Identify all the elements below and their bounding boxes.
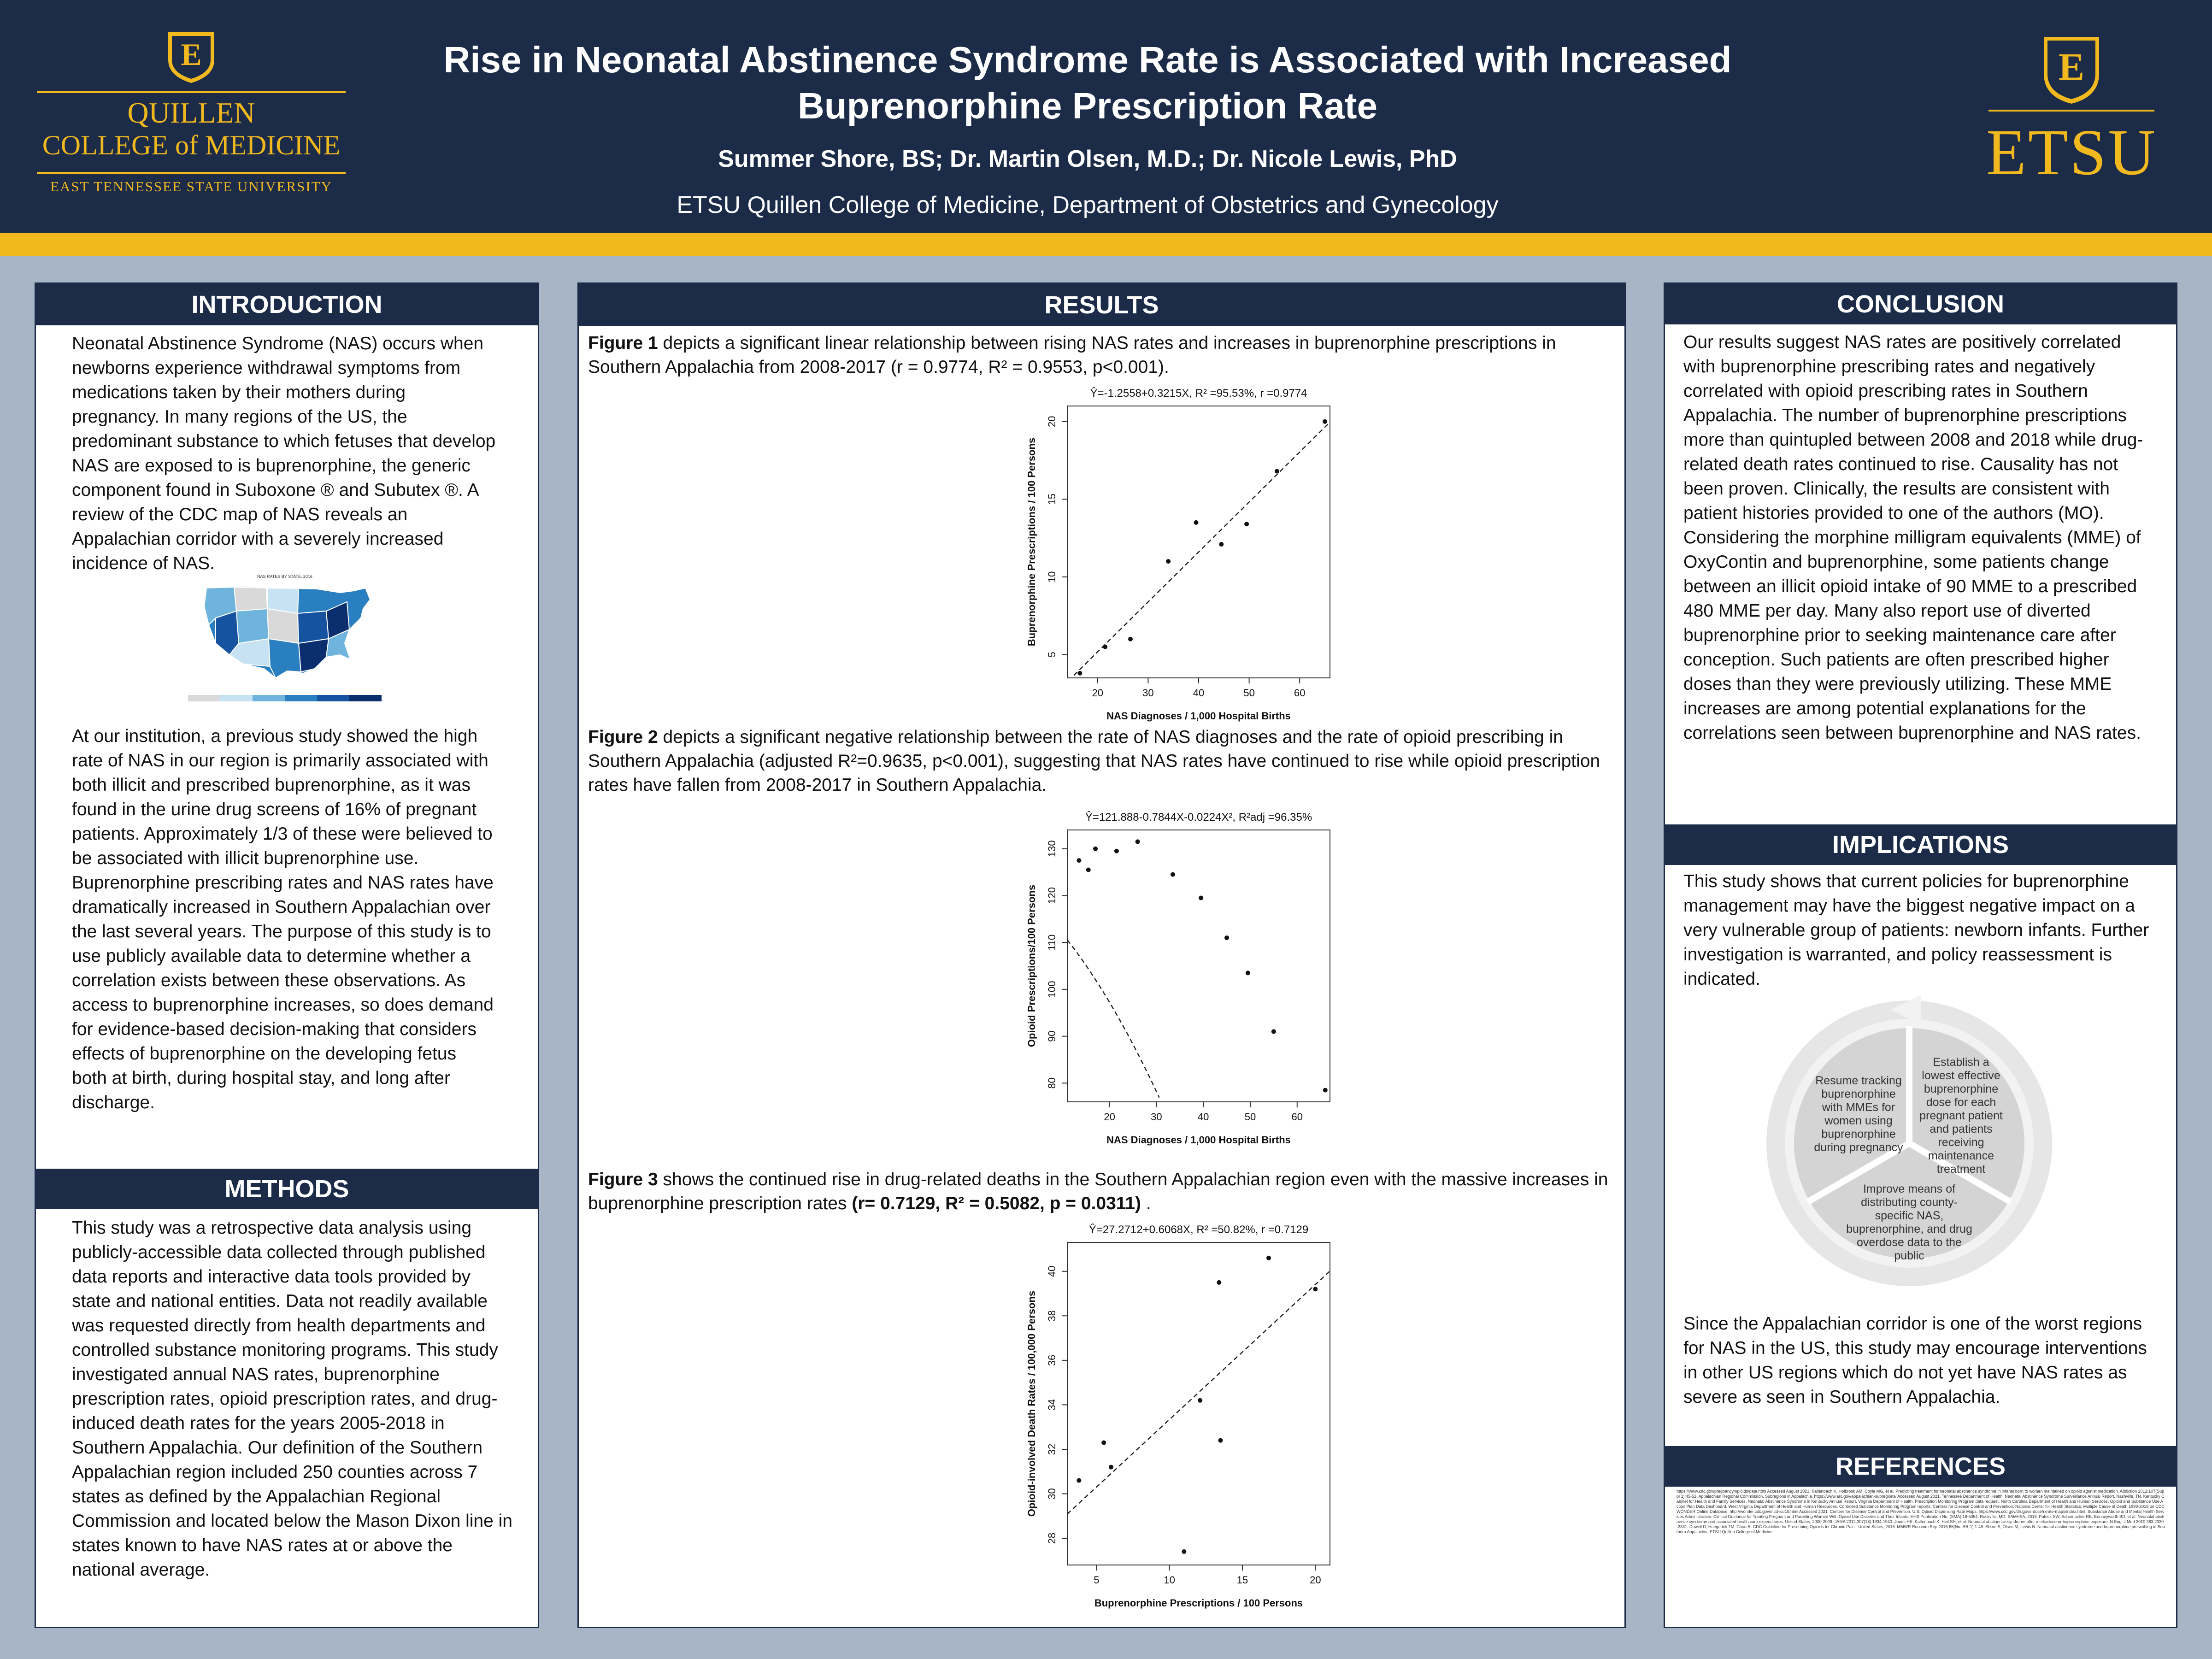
y-tick-label: 100	[1046, 981, 1058, 998]
figure3-text: shows the continued rise in drug-related deaths in the Southern Appalachian region even with the massive increases in buprenorphine prescription rates	[588, 1170, 1608, 1213]
quillen-line3: EAST TENNESSEE STATE UNIVERSITY	[50, 178, 333, 194]
y-tick-label: 130	[1046, 840, 1058, 858]
figure2-text: depicts a significant negative relationship between the rate of NAS diagnoses and the rate of opioid prescribing in Southern Appalachia (adjusted R²=0.9635, p<0.001), suggesting that NAS rates have continued to rise while opioid prescription rates have fallen from 2008-2017 in Southern Appalachia.	[588, 727, 1600, 795]
etsu-wordmark: ETSU	[1986, 116, 2157, 188]
data-point	[1323, 419, 1327, 424]
chart-title: Ŷ=27.2712+0.6068X, R² =50.82%, r =0.7129	[1088, 1224, 1309, 1236]
y-tick-label: 32	[1046, 1443, 1058, 1455]
data-point	[1077, 1478, 1081, 1483]
figure3-end: .	[1141, 1194, 1151, 1213]
y-tick-label: 110	[1046, 934, 1058, 951]
data-point	[1198, 1398, 1202, 1403]
us-map-icon	[188, 574, 382, 703]
introduction-para2: At our institution, a previous study showed the high rate of NAS in our region is primarily associated with both illicit and prescribed buprenorphine, as it was found in the urine drug screens of 16% of pregnant patients. Approximately 1/3 of these were believed to be associated with illicit buprenorphine use. Buprenorphine prescribing rates and NAS rates have dramatically increased in Southern Appalachian over the last several years. The purpose of this study is to use publicly available data to determine whether a correlation exists between these observations. As access to buprenorphine increases, so does demand for evidence-based decision-making that considers effects of buprenorphine on the developing fetus both at birth, during hospital stay, and long after discharge.	[72, 726, 494, 1112]
data-point	[1323, 1088, 1328, 1093]
figure3-stats: (r= 0.7129, R² = 0.5082, p = 0.0311)	[852, 1194, 1141, 1213]
data-point	[1217, 1280, 1221, 1285]
results-heading: RESULTS	[579, 284, 1624, 326]
plot-frame	[1067, 830, 1330, 1102]
data-point	[1246, 971, 1250, 975]
data-point	[1077, 671, 1082, 676]
authors: Summer Shore, BS; Dr. Martin Olsen, M.D.; Dr. Nicole Lewis, PhD	[718, 146, 1457, 172]
data-point	[1182, 1549, 1186, 1554]
fit-line	[1067, 1271, 1330, 1514]
cdc-nas-map	[188, 574, 382, 703]
etsu-logo	[1986, 37, 2157, 189]
chart-title: Ŷ=121.888-0.7844X-0.0224X², R²adj =96.35%	[1085, 811, 1312, 824]
implications-text2: Since the Appalachian corridor is one of the worst regions for NAS in the US, this study may encourage interventions in other US regions which do not yet have NAS rates as severe as seen in Southern Appalachia.	[1683, 1314, 2147, 1407]
x-tick-label: 30	[1151, 1111, 1162, 1123]
y-tick-label: 38	[1046, 1310, 1058, 1322]
title-line2: Buprenorphine Prescription Rate	[798, 85, 1377, 126]
chart-title: Ŷ=-1.2558+0.3215X, R² =95.53%, r =0.9774	[1090, 387, 1307, 400]
implications-cycle-diagram	[1762, 991, 2057, 1286]
references-text: https://www.cdc.gov/pregnancy/opioids/data.html Accessed August 2021. Kaltenbach K, Holbrook AM, Coyle MG, et al. Predicting treatment for neonatal abstinence syndrome in infants born to women maintained on opioid agonist medication. Addiction 2012;107(Suppl 1):45-52. Appalachian Regional Commission. Subregions in Appalachia. https://www.arc.gov/appalachian-subregions/ Accessed August 2021. Tennessee Department of Health. Neonatal Abstinence Syndrome Surveillance Annual Report. Nashville, TN. Kentucky Cabinet for Health and Family Services. Neonatal Abstinence Syndrome in Kentucky Annual Report. Virginia Department of Health. Prescription Monitoring Program data request. North Carolina Department of Health and Human Services. Opioid and Substance Use Action Plan Data Dashboard. West Virginia Department of Health and Human Resources. Controlled Substance Monitoring Program reports. Centers for Disease Control and Prevention, National Center for Health Statistics. Multiple Cause of Death 1999-2018 on CDC WONDER Online Database. http://wonder.cdc.gov/mcd-icd10.html Accessed 2021. Centers for Disease Control and Prevention. U.S. Opioid Dispensing Rate Maps. https://www.cdc.gov/drugoverdose/rxrate-maps/index.html. Substance Abuse and Mental Health Services Administration. Clinical Guidance for Treating Pregnant and Parenting Women With Opioid Use Disorder and Their Infants. HHS Publication No. (SMA) 18-5054. Rockville, MD: SAMHSA, 2018. Patrick SW, Schumacher RE, Benneyworth BD, et al. Neonatal abstinence syndrome and associated health care expenditures: United States, 2000-2009. JAMA 2012;307(18):1934-1940. Jones HE, Kaltenbach K, Heil SH, et al. Neonatal abstinence syndrome after methadone or buprenorphine exposure. N Engl J Med 2010;363:2320-2331. Dowell D, Haegerich TM, Chou R. CDC Guideline for Prescribing Opioids for Chronic Pain - United States, 2016. MMWR Recomm Rep 2016;65(No. RR-1):1-49. Shore S, Olsen M, Lewis N. Neonatal abstinence syndrome and buprenorphine prescribing in Southern Appalachia. ETSU Quillen College of Medicine.	[1677, 1489, 2165, 1534]
data-point	[1109, 1465, 1113, 1470]
x-tick-label: 40	[1197, 1111, 1209, 1123]
y-tick-label: 90	[1046, 1030, 1058, 1042]
data-point	[1128, 637, 1133, 641]
figure1-label: Figure 1	[588, 333, 658, 353]
title-line1: Rise in Neonatal Abstinence Syndrome Rate is Associated with Increased	[443, 39, 1732, 80]
plot-frame	[1067, 1242, 1330, 1565]
cycle-step-improve: Improve means of distributing county-specific NAS, buprenorphine, and drug overdose data to the public	[1846, 1182, 1972, 1262]
plot-frame	[1067, 406, 1330, 678]
results-panel	[577, 282, 1626, 1628]
poster-title	[350, 37, 1825, 129]
data-point	[1101, 1440, 1106, 1445]
data-point	[1077, 858, 1081, 863]
data-point	[1219, 542, 1224, 547]
y-tick-label: 40	[1046, 1265, 1058, 1277]
y-tick-label: 20	[1046, 416, 1058, 427]
conclusion-heading: CONCLUSION	[1665, 284, 2176, 324]
data-point	[1086, 867, 1091, 872]
cycle-step-establish: Establish a lowest effective buprenorphine dose for each pregnant patient and patients receiving maintenance treatment	[1919, 1056, 2003, 1176]
data-point	[1266, 1256, 1271, 1260]
y-tick-label: 36	[1046, 1354, 1058, 1366]
x-axis-label: NAS Diagnoses / 1,000 Hospital Births	[1106, 1134, 1291, 1146]
methods-text: This study was a retrospective data analysis using publicly-accessible data collected through published data reports and interactive data tools provided by state and national entities. Data not readily available was requested directly from health departments and controlled substance monitoring programs. This study investigated annual NAS rates, buprenorphine prescription rates, opioid prescription rates, and drug-induced death rates for the years 2005-2018 in Southern Appalachia. Our definition of the Southern Appalachian region included 250 counties across 7 states as defined by the Appalachian Regional Commission and located below the Mason Dixon line in states known to have NAS rates at or above the national average.	[72, 1218, 512, 1580]
x-tick-label: 50	[1244, 1111, 1256, 1123]
y-tick-label: 30	[1046, 1488, 1058, 1500]
figure2-chart	[897, 807, 1431, 1153]
y-tick-label: 80	[1046, 1077, 1058, 1089]
shield-letter: E	[181, 37, 202, 72]
figure1-caption	[588, 331, 1611, 379]
data-point	[1224, 935, 1229, 940]
poster-header	[0, 0, 2212, 233]
data-point	[1271, 1029, 1276, 1034]
affiliation: ETSU Quillen College of Medicine, Department of Obstetrics and Gynecology	[677, 192, 1499, 218]
methods-heading: METHODS	[36, 1169, 538, 1209]
fit-line	[1067, 940, 1159, 1098]
y-tick-label: 5	[1046, 652, 1058, 658]
x-tick-label: 5	[1094, 1574, 1100, 1586]
x-tick-label: 20	[1310, 1574, 1321, 1586]
x-tick-label: 10	[1164, 1574, 1175, 1586]
cycle-step-resume: Resume tracking buprenorphine with MMEs for women using buprenorphine during pregnancy	[1814, 1074, 1903, 1154]
data-point	[1103, 645, 1107, 649]
x-tick-label: 40	[1193, 687, 1205, 699]
data-point	[1171, 872, 1175, 877]
figure1-chart	[897, 383, 1431, 729]
data-point	[1244, 522, 1249, 526]
y-tick-label: 10	[1046, 571, 1058, 583]
intro-methods-panel	[35, 282, 539, 1628]
data-point	[1313, 1287, 1318, 1291]
conclusion-panel	[1664, 282, 2177, 1628]
data-point	[1166, 559, 1171, 564]
figure3-caption	[588, 1168, 1611, 1216]
data-point	[1114, 849, 1119, 853]
figure2-caption	[588, 725, 1611, 797]
x-axis-label: NAS Diagnoses / 1,000 Hospital Births	[1106, 710, 1291, 722]
y-axis-label: Buprenorphine Prescriptions / 100 Persons	[1026, 437, 1037, 647]
y-tick-label: 28	[1046, 1532, 1058, 1544]
references-heading: REFERENCES	[1665, 1446, 2176, 1487]
introduction-para1: Neonatal Abstinence Syndrome (NAS) occurs when newborns experience withdrawal symptoms from medications taken by their mothers during pregnancy. In many regions of the US, the predominant substance to which fetuses that develop NAS are exposed to is buprenorphine, the generic component found in Suboxone ® and Subutex ®. A review of the CDC map of NAS reveals an Appalachian corridor with a severely increased incidence of NAS.	[72, 334, 496, 573]
figure2-label: Figure 2	[588, 727, 658, 747]
map-title: NAS RATES BY STATE, 2016	[257, 574, 312, 579]
data-point	[1135, 839, 1140, 844]
figure3-label: Figure 3	[588, 1170, 658, 1189]
y-tick-label: 120	[1046, 887, 1058, 904]
data-point	[1275, 469, 1279, 474]
y-tick-label: 15	[1046, 494, 1058, 505]
introduction-heading: INTRODUCTION	[36, 284, 538, 325]
y-axis-label: Opioid Prescriptions/100 Persons	[1026, 884, 1037, 1047]
x-tick-label: 50	[1243, 687, 1255, 699]
x-tick-label: 30	[1142, 687, 1154, 699]
data-point	[1199, 896, 1203, 900]
quillen-line2: COLLEGE of MEDICINE	[42, 130, 341, 160]
figure1-text: depicts a significant linear relationship between rising NAS rates and increases in buprenorphine prescriptions in Southern Appalachia from 2008-2017 (r = 0.9774, R² = 0.9553, p<0.001).	[588, 333, 1556, 377]
gold-divider	[0, 233, 2212, 256]
implications-heading: IMPLICATIONS	[1665, 824, 2176, 865]
y-tick-label: 34	[1046, 1399, 1058, 1411]
x-tick-label: 20	[1092, 687, 1104, 699]
quillen-logo	[37, 32, 346, 198]
figure3-chart	[897, 1219, 1431, 1616]
data-point	[1194, 520, 1199, 525]
y-axis-label: Opioid-involved Death Rates / 100,000 Persons	[1026, 1290, 1037, 1517]
implications-text1: This study shows that current policies for buprenorphine management may have the biggest negative impact on a very vulnerable group of patients: newborn infants. Further investigation is warranted, and policy reassessment is indicated.	[1683, 871, 2149, 989]
conclusion-text: Our results suggest NAS rates are positively correlated with buprenorphine prescribing rates and negatively correlated with opioid prescribing rates in Southern Appalachia. The number of buprenorphine prescriptions more than quintupled between 2008 and 2018 while drug-related death rates continued to rise. Causality has not been proven. Clinically, the results are consistent with patient histories provided to one of the authors (MO). Considering the morphine milligram equivalents (MME) of OxyContin and buprenorphine, some patients change between an illicit opioid intake of 90 MME to a prescribed 480 MME per day. Many also report use of diverted buprenorphine prior to seeking maintenance care after conception. Such patients are often prescribed higher doses than they were previously utilizing. These MME increases are among potential explanations for the correlations seen between buprenorphine and NAS rates.	[1683, 332, 2143, 743]
fit-line	[1074, 422, 1330, 676]
etsu-shield-letter: E	[2058, 46, 2085, 88]
x-tick-label: 15	[1236, 1574, 1248, 1586]
x-axis-label: Buprenorphine Prescriptions / 100 Persons	[1094, 1597, 1303, 1609]
x-tick-label: 20	[1104, 1111, 1115, 1123]
data-point	[1093, 847, 1098, 851]
x-tick-label: 60	[1291, 1111, 1303, 1123]
quillen-line1: QUILLEN	[127, 96, 255, 129]
data-point	[1218, 1438, 1223, 1443]
x-tick-label: 60	[1294, 687, 1306, 699]
